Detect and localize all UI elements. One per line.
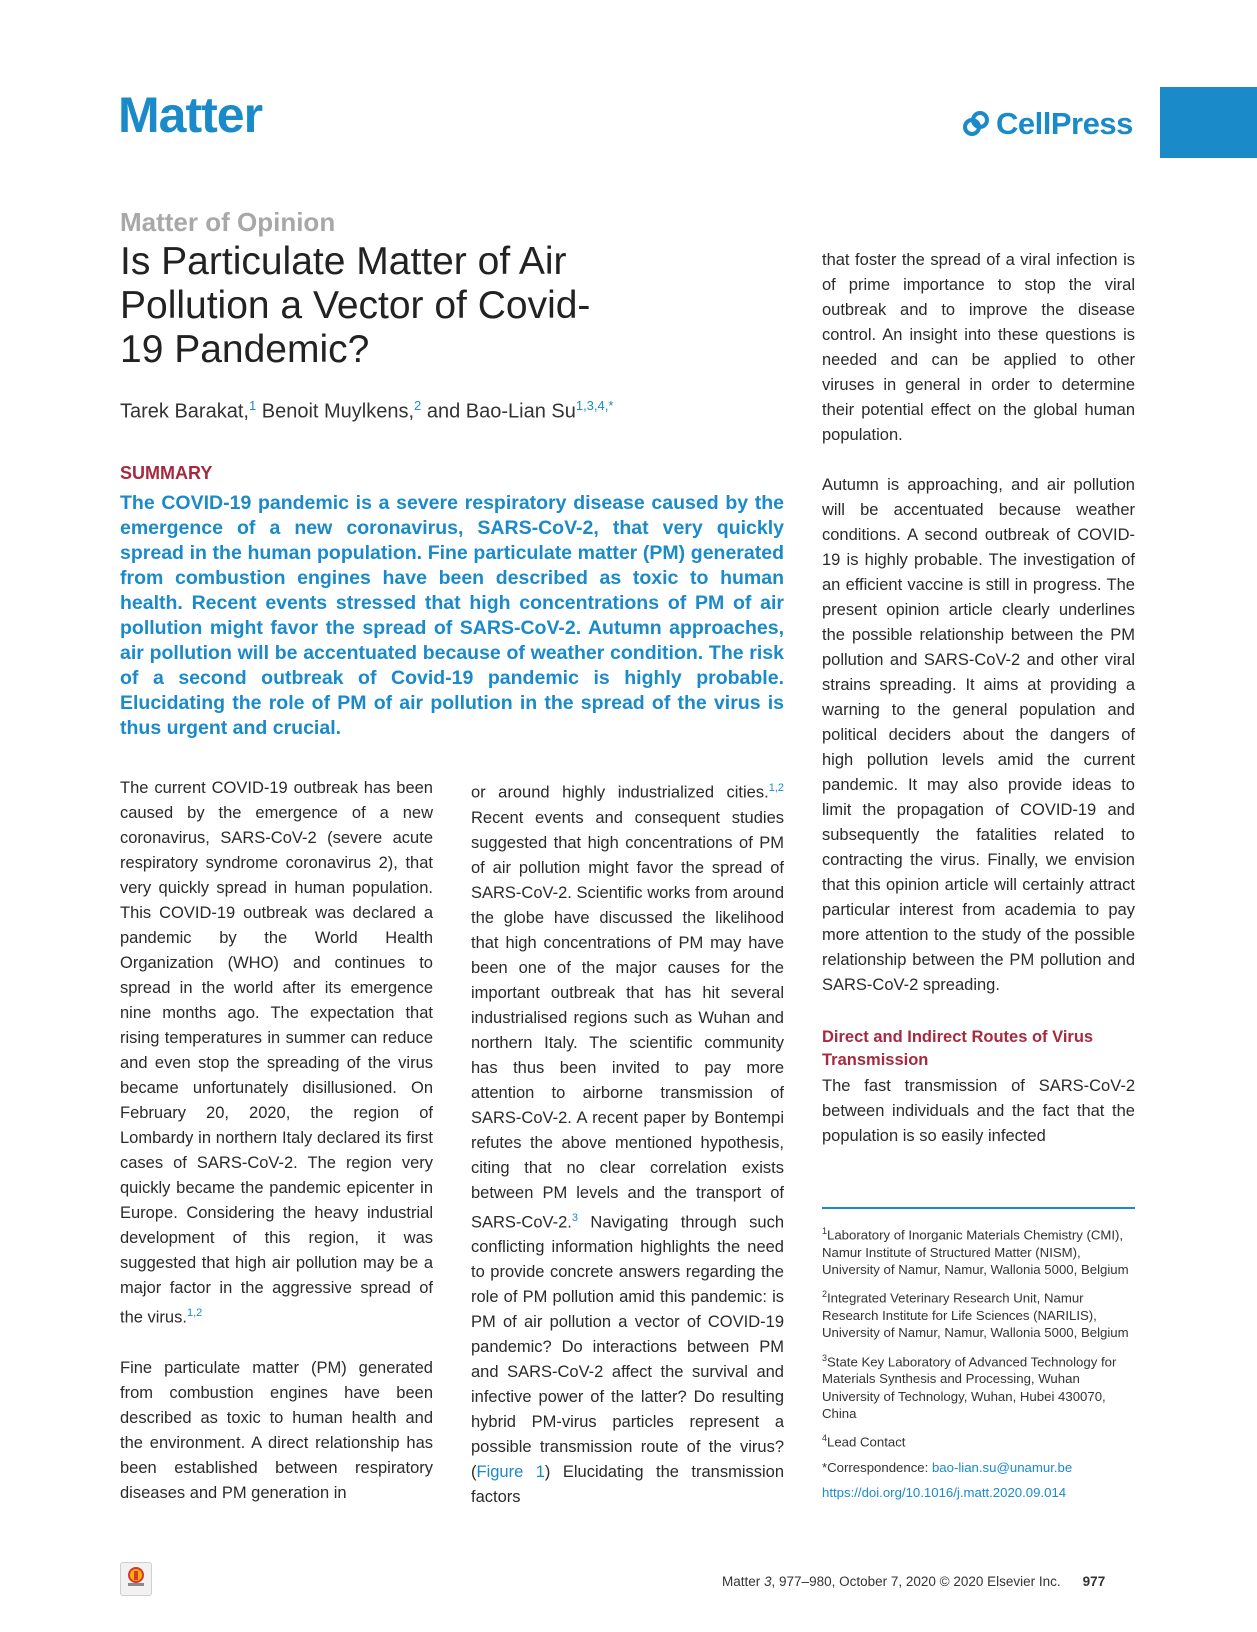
body-paragraph: The current COVID-19 outbreak has been caused by the emergence of a new coronavirus, SARS-CoV-2 (severe acute respiratory syndrome coronavirus 2), that very quickly spread in human population. This COVID-19 outbreak was declared a pandemic by the World Health Organization (WHO) and continues to spread in the world after its emergence nine months ago. The expectation that rising temperatures in summer can reduce and even stop the spreading of the virus became unfortunately disillusioned. On February 20, 2020, the region of Lombardy in northern Italy declared its first cases of SARS-CoV-2. The region very quickly became the pandemic epicenter in Europe. Considering the heavy industrial development of this region, it was suggested that high air pollution may be a major factor in the aggressive spread of the virus.$^{1,2}$ [120, 779, 433, 1327]
footer-volume: 3 [764, 1574, 772, 1589]
section-subheading: Direct and Indirect Routes of Virus Transmission [822, 1028, 1094, 1069]
affiliation-item: $^3$State Key Laboratory of Advanced Technology for Materials Synthesis and Processing, Wuhan University of Technology, Wuhan, Hubei 430070, China [822, 1352, 1117, 1421]
footer-journal: Matter [722, 1574, 765, 1589]
affiliation-item: $^1$Laboratory of Inorganic Materials Chemistry (CMI), Namur Institute of Structured Matter (NISM), University of Namur, Namur, Wallonia 5000, Belgium [822, 1226, 1129, 1277]
affiliation-item: $^4$Lead Contact [822, 1433, 906, 1450]
cellpress-icon [962, 110, 990, 138]
doi-link[interactable]: https://doi.org/10.1016/j.matt.2020.09.014 [822, 1485, 1067, 1501]
author-affiliation-ref[interactable]: 1 [248, 398, 257, 413]
affiliations-block [822, 1223, 1135, 1509]
page-number: 977 [1082, 1574, 1106, 1589]
citation-ref[interactable]: 1,2 [186, 1307, 203, 1319]
body-column-3 [822, 248, 1135, 1149]
affiliation-divider [822, 1207, 1135, 1209]
footer-citation: , 977–980, October 7, 2020 © 2020 Elsevier Inc. [771, 1574, 1061, 1589]
body-paragraph: Autumn is approaching, and air pollution will be accentuated because weather conditions. A second outbreak of COVID-19 is highly probable. The investigation of an efficient vaccine is still in progress. The present opinion article clearly underlines the possible relationship between the PM pollution and SARS-CoV-2 and other viral strains spreading. It aims at providing a warning to the general population and political deciders about the dangers of high pollution levels amid the current pandemic. It may also provide ideas to limit the propagation of COVID-19 and subsequently the fatalities related to contracting the virus. Finally, we envision that this opinion article will certainly attract particular interest from academia to pay more attention to the study of the possible relationship between the PM pollution and SARS-CoV-2 spreading. [822, 476, 1135, 994]
body-paragraph: that foster the spread of a viral infection is of prime importance to stop the viral outbreak and to improve the disease control. An insight into these questions is needed and can be applied to other viruses in general in order to determine their potential effect on the global human population. [822, 251, 1135, 444]
body-column-2 [471, 776, 784, 1510]
affiliation-item: $^2$Integrated Veterinary Research Unit, Namur Research Institute for Life Sciences (NARILIS), University of Namur, Namur, Wallonia 5000, Belgium [822, 1289, 1129, 1341]
body-column-1 [120, 776, 433, 1506]
correspondence-line: *Correspondence: bao-lian.su@unamur.be [822, 1459, 1073, 1475]
summary-text: The COVID-19 pandemic is a severe respiratory disease caused by the emergence of a new coronavirus, SARS-CoV-2, that very quickly spread in the human population. Fine particulate matter (PM) generated from combustion engines have been described as toxic to human health. Recent events stressed that high concentrations of PM of air pollution might favor the spread of SARS-CoV-2. Autumn approaches, air pollution will be accentuated because of weather condition. The risk of a second outbreak of Covid-19 pandemic is highly probable. Elucidating the role of PM of air pollution in the spread of the virus is thus urgent and crucial. [120, 492, 784, 739]
section-color-tab [1160, 87, 1257, 158]
author-affiliation-ref[interactable]: 1,3,4,* [575, 398, 614, 413]
figure-link[interactable]: Figure 1 [476, 1463, 545, 1481]
citation-ref[interactable]: 3 [571, 1211, 578, 1224]
body-paragraph: The fast transmission of SARS-CoV-2 between individuals and the fact that the population is so easily infected [822, 1077, 1135, 1145]
check-for-updates-icon[interactable] [120, 1562, 152, 1596]
author-list [120, 398, 613, 424]
body-paragraph: or around highly industrialized cities.$^{1,2}$ Recent events and consequent studies suggested that high concentrations of PM of air pollution might favor the spread of SARS-CoV-2. Scientific works from around the globe have discussed the likelihood that high concentrations of PM may have been one of the major causes for the important outbreak that has hit several industrialised regions such as Wuhan and northern Italy. The scientific community has thus been invited to pay more attention to airborne transmission of SARS-CoV-2. A recent paper by Bontempi refutes the above mentioned hypothesis, citing that no clear correlation exists between PM levels and the transport of SARS-CoV-2.$^3$ Navigating through such conflicting information highlights the need to provide concrete answers regarding the role of PM pollution amid this pandemic: is PM of air pollution a vector of COVID-19 pandemic? Do interactions between PM and SARS-CoV-2 affect the survival and infective power of the latter? Do resulting hybrid PM-virus particles represent a possible transmission route of the virus? (Figure 1) Elucidating the transmission factors [471, 782, 785, 1506]
article-section: Matter of Opinion [120, 207, 336, 237]
author-name: Tarek Barakat, [120, 400, 249, 423]
email-link[interactable]: bao-lian.su@unamur.be [931, 1459, 1073, 1475]
journal-logo: Matter [118, 87, 263, 143]
article-title: Is Particulate Matter of Air Pollution a Vector of Covid-19 Pandemic? [120, 240, 591, 371]
citation-ref[interactable]: 1,2 [768, 782, 784, 794]
doi-line [822, 1484, 1135, 1501]
author-name: and Bao-Lian Su [421, 400, 576, 423]
summary-heading: SUMMARY [120, 463, 213, 483]
author-affiliation-ref[interactable]: 2 [414, 398, 422, 413]
publisher-logo [962, 106, 1133, 142]
page-footer [722, 1574, 1105, 1589]
body-paragraph: Fine particulate matter (PM) generated from combustion engines have been described as toxic to human health and the environment. A direct relationship has been established between respiratory diseases and PM generation in [120, 1358, 433, 1502]
publisher-name: CellPress [996, 106, 1133, 141]
author-name: Benoit Muylkens, [256, 400, 415, 423]
